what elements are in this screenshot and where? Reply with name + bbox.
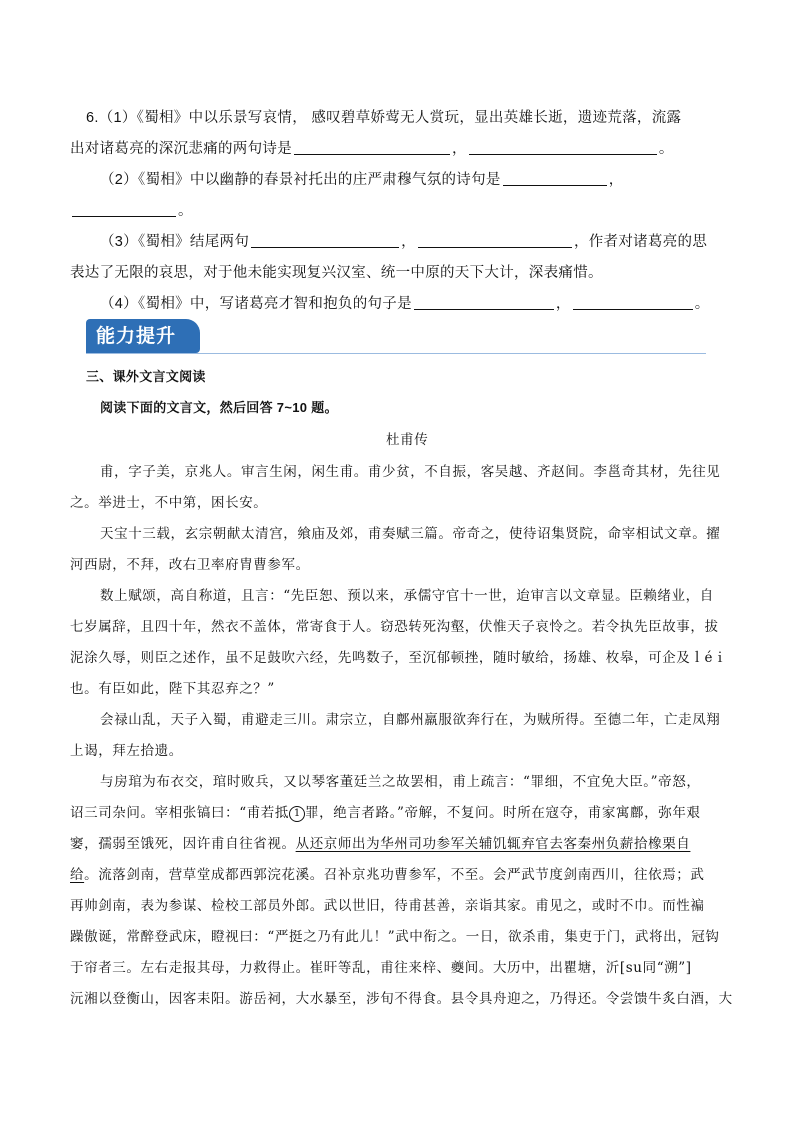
q6-part4-line1: （4）《蜀相》中，写诸葛亮才智和抱负的句子是 ， 。 <box>100 296 710 312</box>
passage-line: 上谒，拜左拾遗。 <box>70 743 183 759</box>
underlined-sentence: 从还京师出为华州司功参军关辅饥辄弃官去客秦州负薪拾橡栗自 <box>295 836 691 852</box>
underlined-sentence: 给 <box>70 867 85 883</box>
passage-line: 之。举进士，不中第，困长安。 <box>70 495 268 511</box>
passage-line: 泥涂久辱，则臣之述作，虽不足鼓吹六经，先鸣数子，至沉郁顿挫，随时敏给，扬雄、枚皋，可企及ｌéｉ <box>70 650 728 666</box>
passage-line: 河西尉，不拜，改右卫率府胄曹参军。 <box>70 557 310 573</box>
passage-line: 诏三司杂问。宰相张镐曰：“甫若抵 1 罪，绝言者路。”帝解，不复问。时所在寇夺，甫家寓鄜，弥年艰 <box>70 805 701 821</box>
passage-line: 给。流落剑南，营草堂成都西郭浣花溪。召补京兆功曹参军，不至。会严武节度剑南西川，往依焉；武 <box>70 867 705 883</box>
passage-line: 数上赋颂，高自称道，且言：“先臣恕、预以来，承儒守官十一世，迨审言以文章显。臣赖绪业，自 <box>100 588 714 604</box>
footnote-marker: 1 <box>289 806 305 822</box>
passage-line: 与房琯为布衣交，琯时败兵，又以琴客董廷兰之故罢相，甫上疏言：“罪细，不宜免大臣。”帝怒， <box>100 774 701 790</box>
passage-line: 再帅剑南，表为参谋、检校工部员外郎。武以世旧，待甫甚善，亲诣其家。甫见之，或时不巾。而性褊 <box>70 898 705 914</box>
answer-blank[interactable] <box>414 295 554 310</box>
passage-line: 也。有臣如此，陛下其忍弃之？” <box>70 681 275 697</box>
passage-line: 天宝十三载，玄宗朝献太清宫，飨庙及郊，甫奏赋三篇。帝奇之，使待诏集贤院，命宰相试文章。擢 <box>100 526 721 542</box>
q6-part3-line2: 表达了无限的哀思，对于他未能实现复兴汉室、统一中原的天下大计，深表痛惜。 <box>70 265 603 281</box>
passage-line: 甫，字子美，京兆人。审言生闲，闲生甫。甫少贫，不自振，客吴越、齐赵间。李邕奇其材，先往见 <box>100 464 721 480</box>
passage-line: 七岁属辞，且四十年，然衣不盖体，常寄食于人。窃恐转死沟壑，伏惟天子哀怜之。若令执先臣故事，拔 <box>70 619 719 635</box>
answer-blank[interactable] <box>573 295 693 310</box>
passage-line: 窭，孺弱至饿死，因许甫自往省视。从还京师出为华州司功参军关辅饥辄弃官去客秦州负薪拾橡栗自 <box>70 836 691 852</box>
section-badge: 能力提升 <box>86 319 200 353</box>
answer-blank[interactable] <box>503 171 607 186</box>
answer-blank[interactable] <box>418 233 572 248</box>
section-divider <box>86 353 706 354</box>
answer-blank[interactable] <box>294 140 450 155</box>
passage-title: 杜甫传 <box>386 432 429 448</box>
reading-instruction: 阅读下面的文言文，然后回答 7~10 题。 <box>100 400 338 415</box>
q6-part2-line2: 。 <box>70 199 193 220</box>
q6-part3-line1: （3）《蜀相》结尾两句 ， ，作者对诸葛亮的思 <box>100 234 708 250</box>
answer-blank[interactable] <box>251 233 399 248</box>
section-title: 三、课外文言文阅读 <box>86 369 206 384</box>
q6-part1-line1: 6.（1）《蜀相》中以乐景写哀情， 感叹碧草娇莺无人赏玩，显出英雄长逝，遗迹荒落，流露 <box>86 110 682 126</box>
q6-part2-line1: （2）《蜀相》中以幽静的春景衬托出的庄严肃穆气氛的诗句是 ， <box>100 172 624 188</box>
answer-blank[interactable] <box>72 202 176 217</box>
passage-line: 会禄山乱，天子入蜀，甫避走三川。肃宗立，自鄜州羸服欲奔行在，为贼所得。至德二年，亡走凤翔 <box>100 712 721 728</box>
passage-line: 沅湘以登衡山，因客耒阳。游岳祠，大水暴至，涉旬不得食。县令具舟迎之，乃得还。令尝馈牛炙白酒，大 <box>70 991 733 1007</box>
passage-line: 于帘者三。左右走报其母，力救得止。崔旰等乱，甫往来梓、夔间。大历中，出瞿塘，沂[su同“溯”] <box>70 960 692 976</box>
q6-part1-line2: 出对诸葛亮的深沉悲痛的两句诗是 ， 。 <box>70 141 674 157</box>
passage-line: 躁傲诞，常醉登武床，瞪视曰：“严挺之乃有此儿！”武中衔之。一日，欲杀甫，集吏于门，武将出，冠钩 <box>70 929 720 945</box>
answer-blank[interactable] <box>469 140 657 155</box>
